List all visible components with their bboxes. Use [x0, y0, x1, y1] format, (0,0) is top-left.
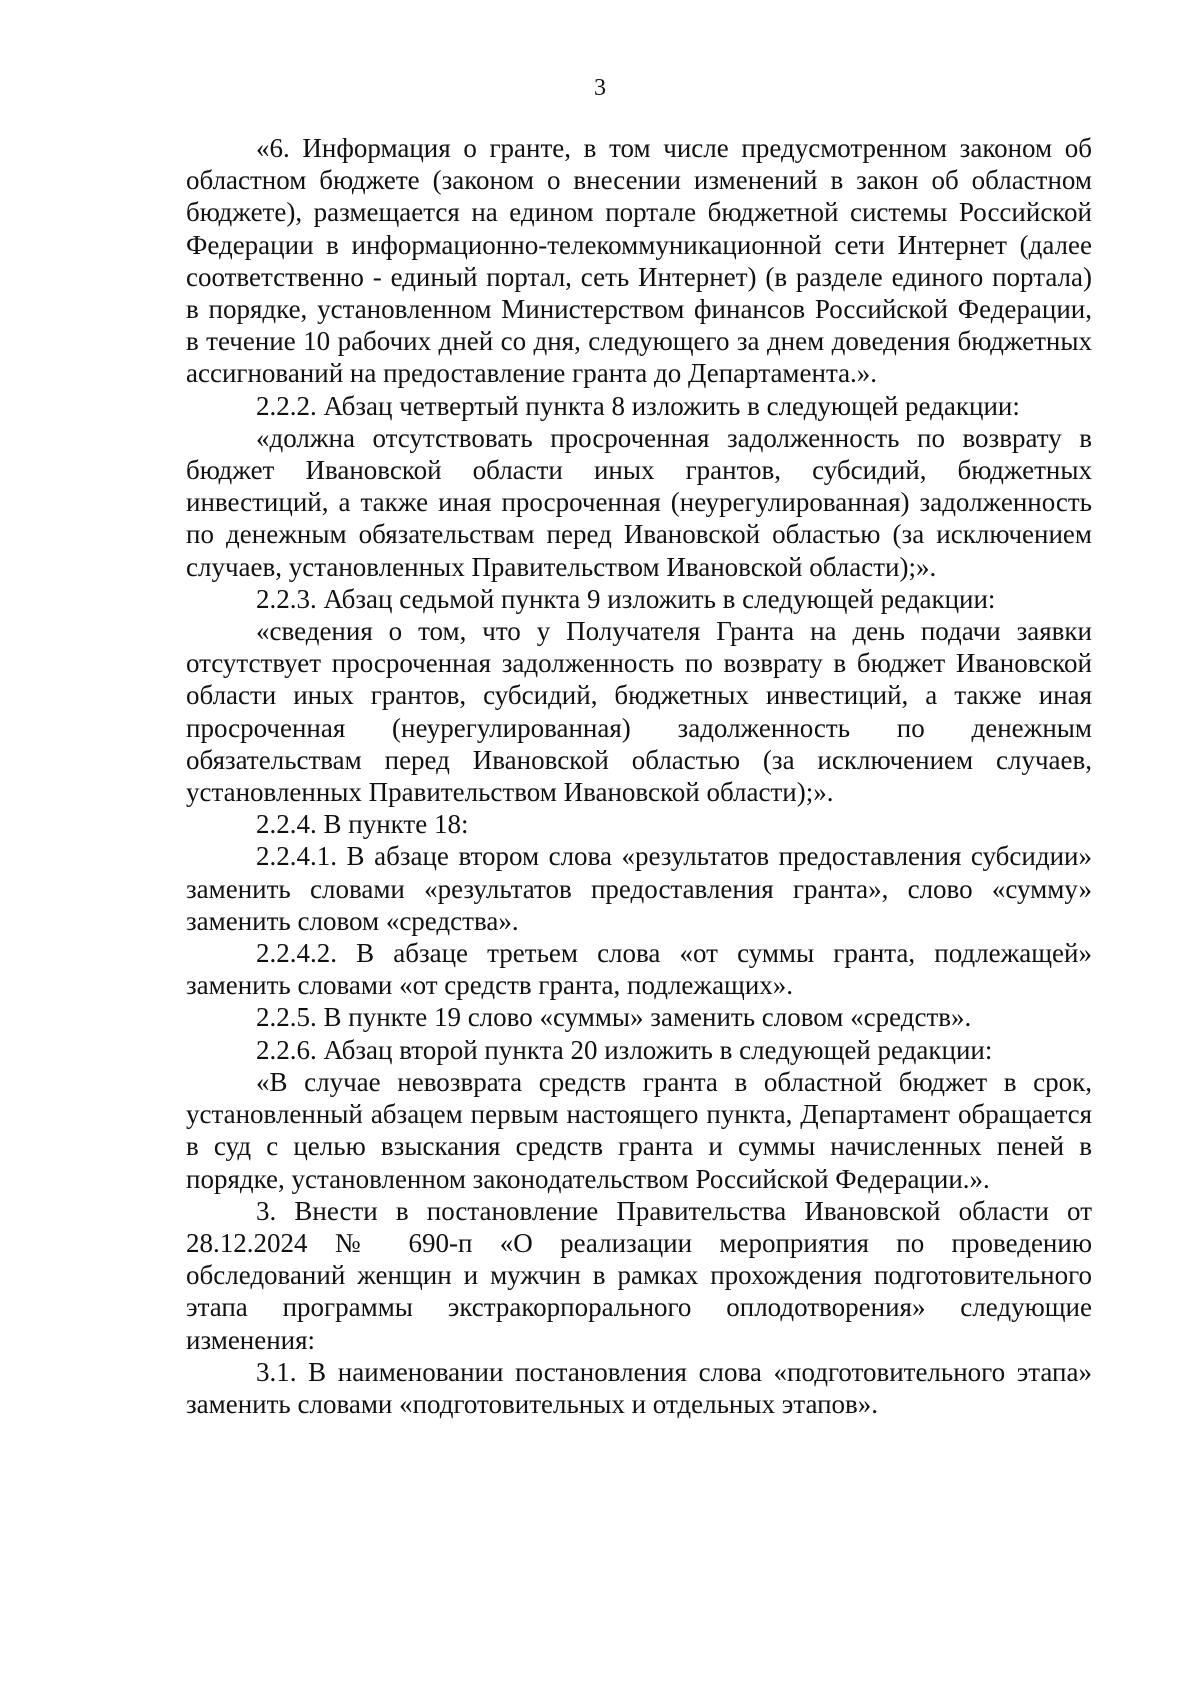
- paragraph-2-2-2: 2.2.2. Абзац четвертый пункта 8 изложить в следующей редакции:: [256, 390, 1020, 421]
- paragraph-2-2-5: 2.2.5. В пункте 19 слово «суммы» заменить словом «средств».: [256, 1002, 972, 1033]
- paragraph-grant-information: «6. Информация о гранте, в том числе предусмотренном законом об областном бюджете (законом о внесении изменений в закон об областном бюджете), размещается на едином портале бюджетной системы Российской Федерации в информационно-телекоммуникационной сети Интернет (далее соответственно - единый портал, сеть Интернет) (в разделе единого портала) в порядке, установленном Министерством финансов Российской Федерации, в течение 10 рабочих дней со дня, следующего за днем доведения бюджетных ассигнований на предоставление гранта до Департамента.».: [186, 133, 1092, 389]
- paragraph-2-2-4-1: 2.2.4.1. В абзаце втором слова «результатов предоставления субсидии» заменить словами «результатов предоставления гранта», слово «сумму» заменить словом «средства».: [186, 841, 1092, 936]
- paragraph-3: 3. Внести в постановление Правительства Ивановской области от 28.12.2024 № 690-п «О реализации мероприятия по проведению обследований женщин и мужчин в рамках прохождения подготовительного этапа программы экстракорпорального оплодотворения» следующие изменения:: [186, 1195, 1092, 1355]
- paragraph-2-2-6-text: «В случае невозврата средств гранта в областной бюджет в срок, установленный абзацем первым настоящего пункта, Департамент обращается в суд с целью взыскания средств гранта и суммы начисленных пеней в порядке, установленном законодательством Российской Федерации.».: [186, 1066, 1092, 1194]
- paragraph-2-2-3: 2.2.3. Абзац седьмой пункта 9 изложить в следующей редакции:: [256, 583, 996, 614]
- paragraph-3-1: 3.1. В наименовании постановления слова «подготовительного этапа» заменить словами «подготовительных и отдельных этапов».: [186, 1356, 1092, 1419]
- paragraph-2-2-3-text: «сведения о том, что у Получателя Гранта на день подачи заявки отсутствует просроченная задолженность по возврату в бюджет Ивановской области иных грантов, субсидий, бюджетных инвестиций, а также иная просроченная (неурегулированная) задолженность по денежным обязательствам перед Ивановской областью (за исключением случаев, установленных Правительством Ивановской области);».: [186, 616, 1092, 808]
- paragraph-2-2-4: 2.2.4. В пункте 18:: [256, 809, 469, 840]
- paragraph-2-2-2-text: «должна отсутствовать просроченная задолженность по возврату в бюджет Ивановской области иных грантов, субсидий, бюджетных инвестиций, а также иная просроченная (неурегулированная) задолженность по денежным обязательствам перед Ивановской областью (за исключением случаев, установленных Правительством Ивановской области);».: [186, 422, 1092, 582]
- paragraph-2-2-6: 2.2.6. Абзац второй пункта 20 изложить в следующей редакции:: [256, 1034, 993, 1065]
- page-number: 3: [594, 75, 606, 101]
- paragraph-2-2-4-2: 2.2.4.2. В абзаце третьем слова «от суммы гранта, подлежащей» заменить словами «от средств гранта, подлежащих».: [186, 938, 1092, 1001]
- document-body: [186, 132, 1092, 1420]
